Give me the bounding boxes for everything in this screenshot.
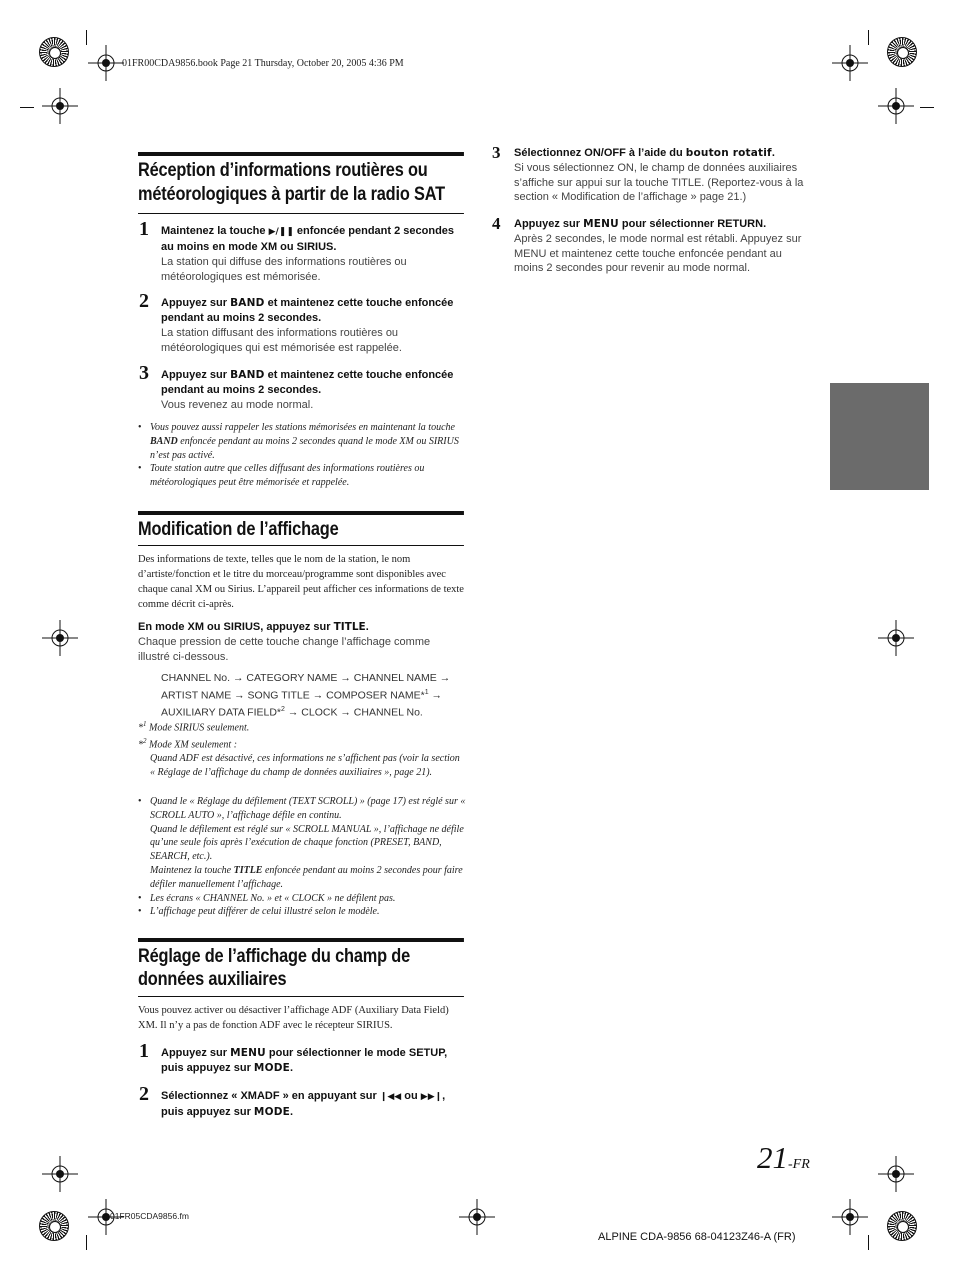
key-label: MODE	[253, 1062, 290, 1074]
step-1	[139, 1040, 461, 1076]
header-file-info: 01FR00CDA9856.book Page 21 Thursday, October 20, 2005 4:36 PM	[122, 58, 404, 69]
crosshair-icon	[832, 45, 868, 81]
crosshair-icon	[42, 88, 78, 124]
step-number: 2	[139, 1083, 149, 1105]
step-2	[139, 1083, 461, 1120]
step-instruction: Appuyez sur BAND et maintenez cette touche enfoncée pendant au moins 2 secondes.	[161, 369, 454, 396]
crosshair-icon	[459, 1199, 495, 1235]
note-item: • Vous pouvez aussi rappeler les stations mémorisées en maintenant la touche BAND enfoncée pendant au moins 2 secondes quand le mode XM ou SIRIUS n’est pas activé.	[138, 421, 466, 462]
display-instruction	[138, 620, 464, 664]
step-description: La station qui diffuse des informations routières ou météorologiques est mémorisée.	[161, 256, 407, 283]
step-instruction: Sélectionnez ON/OFF à l’aide du bouton rotatif.	[514, 147, 775, 159]
instruction-description: Chaque pression de cette touche change l’affichage comme illustré ci-dessous.	[138, 636, 431, 663]
crosshair-icon	[88, 45, 124, 81]
color-wheel-icon	[887, 37, 917, 67]
footnote-1: *$^1$ Mode SIRIUS seulement.	[138, 720, 250, 734]
crop-line	[868, 30, 869, 45]
instruction-text: En mode XM ou SIRIUS, appuyez sur TITLE.	[138, 621, 369, 633]
notes-list	[138, 795, 466, 919]
display-sequence: CHANNEL No. → CATEGORY NAME → CHANNEL NAME → ARTIST NAME → SONG TITLE → COMPOSER NAME*$^1$ → AUXILIARY DATA FIELD*$^2$ → CLOCK → CHANNEL No.	[161, 672, 451, 718]
section-heading-sat-info: Réception d’informations routières ou météorologiques à partir de la radio SAT	[138, 152, 464, 214]
step-description: Si vous sélectionnez ON, le champ de données auxiliaires s’affiche sur appui sur la touche TITLE. (Reportez-vous à la section « Modification de l’affichage » page 21.)	[514, 162, 804, 203]
step-instruction: Sélectionnez « XMADF » en appuyant sur ❙◀◀ ou ▶▶❙, puis appuyez sur MODE.	[161, 1090, 446, 1118]
crosshair-icon	[42, 1156, 78, 1192]
crosshair-icon	[878, 1156, 914, 1192]
step-description: Vous revenez au mode normal.	[161, 399, 314, 411]
step-instruction: Appuyez sur MENU pour sélectionner le mode SETUP, puis appuyez sur MODE.	[161, 1047, 448, 1074]
step-number: 2	[139, 290, 149, 312]
crop-line	[20, 107, 34, 108]
note-item: • L’affichage peut différer de celui illustré selon le modèle.	[138, 905, 466, 919]
color-wheel-icon	[39, 1211, 69, 1241]
key-label: MODE	[253, 1106, 290, 1118]
footer-file-name: 01FR05CDA9856.fm	[110, 1211, 189, 1221]
key-label: BAND	[230, 297, 265, 309]
step-description: Après 2 secondes, le mode normal est rétabli. Appuyez sur MENU et maintenez cette touche enfoncée pendant au moins 2 secondes pour revenir au mode normal.	[514, 233, 802, 274]
crosshair-icon	[878, 620, 914, 656]
key-label: TITLE	[333, 621, 366, 633]
next-track-icon: ▶▶❙	[420, 1092, 443, 1102]
key-label: BAND	[230, 369, 265, 381]
step-2	[139, 290, 461, 355]
footnote-2: *$^2$ Mode XM seulement :	[138, 737, 238, 751]
crop-line	[920, 107, 934, 108]
section-heading-display: Modification de l’affichage	[138, 511, 464, 546]
footnote-2-detail: Quand ADF est désactivé, ces informations ne s’affichent pas (voir la section « Réglage de l’affichage du champ de données auxiliaires », page 21).	[150, 753, 460, 779]
color-wheel-icon	[887, 1211, 917, 1241]
step-description: La station diffusant des informations routières ou météorologiques qui est mémorisée est rappelée.	[161, 327, 402, 354]
intro-paragraph: Vous pouvez activer ou désactiver l’affichage ADF (Auxiliary Data Field) XM. Il n’y a pas de fonction ADF avec le récepteur SIRIUS.	[138, 1005, 449, 1031]
key-label: MENU	[230, 1047, 266, 1059]
notes-list	[138, 421, 466, 490]
step-4	[492, 214, 814, 276]
previous-track-icon: ❙◀◀	[379, 1092, 402, 1102]
intro-paragraph: Des informations de texte, telles que le nom de la station, le nom d’artiste/fonction et le titre du morceau/programme sont disponibles avec chaque canal XM ou Sirius. L’appareil peut afficher ces informations de texte comme décrit ci-après.	[138, 554, 464, 610]
step-number: 1	[139, 1040, 149, 1062]
crosshair-icon	[878, 88, 914, 124]
key-label: MENU	[583, 218, 619, 230]
footer-model-code: ALPINE CDA-9856 68-04123Z46-A (FR)	[598, 1231, 796, 1243]
note-item: • Les écrans « CHANNEL No. » et « CLOCK » ne défilent pas.	[138, 892, 466, 906]
play-pause-icon: ▶/❚❚	[268, 227, 294, 237]
crosshair-icon	[832, 1199, 868, 1235]
page-number: 21-FR	[757, 1140, 810, 1175]
key-label: bouton rotatif	[685, 147, 772, 159]
step-3	[139, 362, 461, 413]
step-3	[492, 143, 819, 205]
section-heading-adf: Réglage de l’affichage du champ de données auxiliaires	[138, 938, 464, 997]
note-item: • Toute station autre que celles diffusant des informations routières ou météorologiques peut être mémorisée et rappelée.	[138, 462, 466, 490]
footnotes	[138, 718, 466, 780]
crop-line	[86, 1235, 87, 1250]
section-thumb-tab	[830, 383, 929, 490]
crop-line	[86, 30, 87, 45]
step-1	[139, 218, 461, 284]
crop-line	[868, 1235, 869, 1250]
step-instruction: Appuyez sur MENU pour sélectionner RETURN.	[514, 218, 767, 230]
step-number: 3	[139, 362, 149, 384]
step-number: 4	[492, 214, 501, 233]
color-wheel-icon	[39, 37, 69, 67]
step-number: 1	[139, 218, 149, 240]
crosshair-icon	[42, 620, 78, 656]
step-number: 3	[492, 143, 501, 162]
step-instruction: Maintenez la touche ▶/❚❚ enfoncée pendant 2 secondes au moins en mode XM ou SIRIUS.	[161, 225, 455, 253]
note-item: • Quand le « Réglage du défilement (TEXT SCROLL) » (page 17) est réglé sur « SCROLL AUTO », l’affichage défile en continu. Quand le défilement est réglé sur « SCROLL MANUAL », l’affichage ne défile qu’une seule fois après l’exécution de chaque fonction (PRESET, BAND, SEARCH, etc.). Maintenez la touche TITLE enfoncée pendant au moins 2 secondes pour faire défiler manuellement l’affichage.	[138, 795, 466, 892]
step-instruction: Appuyez sur BAND et maintenez cette touche enfoncée pendant au moins 2 secondes.	[161, 297, 454, 324]
